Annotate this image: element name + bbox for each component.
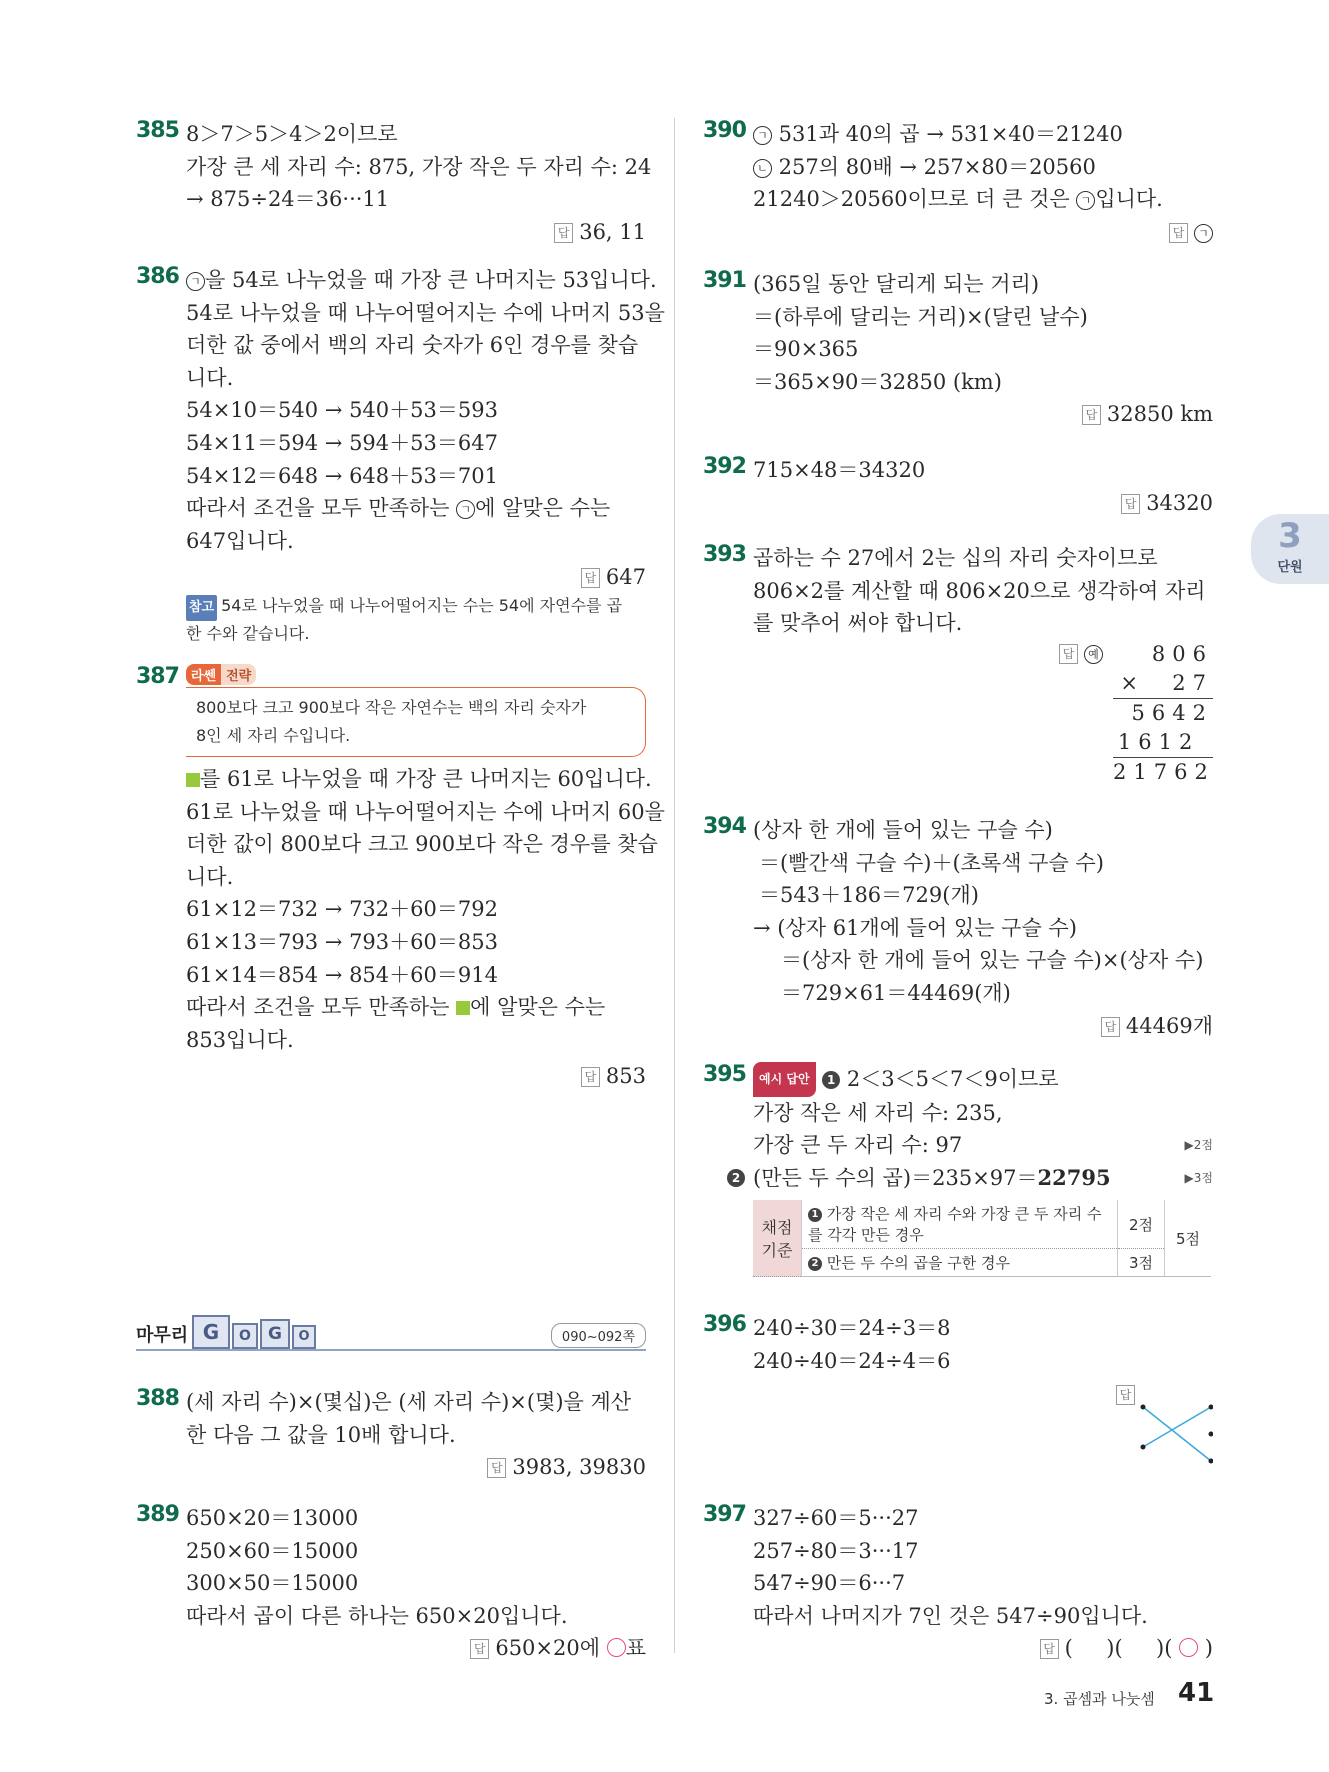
solution-line: 따라서 나머지가 7인 것은 547÷90입니다. (753, 1603, 1148, 1628)
problem-392 (703, 454, 1213, 519)
circled-giyeok-icon: ㄱ (753, 126, 772, 145)
solution-line: ＝90×365 (753, 337, 859, 362)
circled-giyeok-icon: ㄱ (456, 500, 475, 519)
solution-line: ＝729×61＝44469(개) (781, 980, 1011, 1005)
problem-386 (136, 264, 665, 647)
solution-line: 54×10＝540 → 540＋53＝593 (186, 398, 498, 423)
answer-icon: 답 (470, 1639, 489, 1659)
answer (703, 640, 1213, 790)
gogo-logo: G O G O (192, 1315, 316, 1349)
section-rule (136, 1349, 646, 1351)
problem-391 (703, 268, 1213, 430)
solution-line: ＝(하루에 달리는 거리)×(달린 날수) (753, 304, 1088, 329)
circled-giyeok-icon: ㄱ (1194, 224, 1213, 243)
solution-line: 54로 나누었을 때 나누어떨어지는 수에 나머지 53을 (186, 300, 665, 325)
solution-line: 가장 큰 세 자리 수: 875, 가장 작은 두 자리 수: 24 (186, 154, 652, 179)
grading-criteria-table (753, 1200, 1211, 1277)
solution-line: 를 맞추어 써야 합니다. (753, 611, 963, 636)
solution-line: 647입니다. (186, 528, 294, 553)
solution-line: 300×50＝15000 (186, 1571, 359, 1596)
problem-393 (703, 542, 1213, 790)
problem-number: 393 (703, 542, 746, 567)
answer-icon: 답 (581, 568, 600, 588)
problem-number: 388 (136, 1386, 179, 1411)
solution-line: ＝365×90＝32850 (km) (753, 369, 1002, 394)
solution-line: 가장 작은 세 자리 수: 235, (753, 1100, 1003, 1125)
page-number: 41 (1178, 1678, 1215, 1708)
note-badge: 참고 (186, 595, 217, 621)
problem-number: 390 (703, 118, 746, 143)
chapter-number: 3 (1278, 516, 1302, 556)
answer-icon: 답 (1082, 405, 1101, 425)
long-multiplication (1113, 640, 1213, 787)
answer: 답 3983, 39830 (136, 1451, 646, 1483)
answer: 답 ( )( )( ) (703, 1632, 1213, 1664)
reference-note: 참고 54로 나누었을 때 나누어떨어지는 수는 54에 자연수를 곱 한 수와 같습니다. (186, 596, 623, 644)
mult-row: 21762 (1113, 759, 1215, 784)
strategy-box: 800보다 크고 900보다 작은 자연수는 백의 자리 숫자가 8인 세 자리 수입니다. (186, 687, 646, 757)
answer-icon: 답 (487, 1458, 506, 1478)
step-1-icon: 1 (822, 1071, 840, 1089)
solution-line: (상자 한 개에 들어 있는 구슬 수) (753, 818, 1053, 842)
solution-line: 61×13＝793 → 793＋60＝853 (186, 929, 498, 954)
solution-line: 61로 나누었을 때 나누어떨어지는 수에 나머지 60을 (186, 799, 665, 824)
answer-icon: 답 (1169, 223, 1188, 243)
answer: 답 44469개 (703, 1010, 1213, 1042)
problem-390 (703, 118, 1213, 248)
criteria-points: 2점 (1118, 1200, 1165, 1249)
solution-line: 650×20＝13000 (186, 1506, 359, 1530)
criteria-total: 5점 (1165, 1200, 1212, 1277)
criteria-points: 3점 (1118, 1249, 1165, 1277)
answer-icon: 답 (1116, 1385, 1135, 1405)
green-square-icon (186, 773, 200, 787)
solution-line: 따라서 곱이 다른 하나는 650×20입니다. (186, 1603, 568, 1628)
problem-number: 395 (703, 1062, 746, 1087)
circle-mark-icon (1179, 1638, 1198, 1657)
problem-number: 386 (136, 264, 179, 289)
solution-line: ㄴ 257의 80배 → 257×80＝20560 (753, 151, 1213, 184)
answer-icon: 답 (1059, 644, 1078, 664)
solution-line: 54×11＝594 → 594＋53＝647 (186, 430, 498, 455)
chapter-tab-label: 단원 (1277, 560, 1303, 575)
strategy-badge: 라쎈 전략 (186, 664, 646, 685)
solution-line: 257÷80＝3···17 (753, 1538, 919, 1563)
problem-number: 392 (703, 454, 746, 479)
solution-line: 61×14＝854 → 854＋60＝914 (186, 962, 498, 987)
solution-line: 61×12＝732 → 732＋60＝792 (186, 897, 498, 922)
circled-giyeok-icon: ㄱ (1076, 191, 1095, 210)
solution-line: 2 (만든 두 수의 곱)＝235×97＝22795 ▶3점 (753, 1162, 1213, 1195)
solution-line: 곱하는 수 27에서 2는 십의 자리 숫자이므로 (753, 546, 1158, 570)
criteria-header: 채점 기준 (753, 1200, 802, 1277)
step-2-icon: 2 (808, 1257, 822, 1271)
solution-line: 54×12＝648 → 648＋53＝701 (186, 463, 498, 488)
circle-mark-icon (607, 1638, 626, 1657)
problem-number: 387 (136, 664, 179, 689)
page-range-badge: 090~092쪽 (551, 1323, 646, 1348)
solution-line: 240÷30＝24÷3＝8 (753, 1316, 951, 1340)
solution-line: → (상자 61개에 들어 있는 구슬 수) (753, 915, 1077, 940)
answer-icon: 답 (581, 1067, 600, 1087)
green-square-icon (456, 1001, 470, 1015)
solution-line: 547÷90＝6···7 (753, 1571, 906, 1596)
solution-line: ＝(상자 한 개에 들어 있는 구슬 수)×(상자 수) (781, 948, 1204, 973)
solution-line: 따라서 조건을 모두 만족하는 ㄱ 에 알맞은 수는 (186, 496, 611, 521)
answer: 답 650×20에 표 (136, 1632, 646, 1664)
solution-line: 806×2를 계산할 때 806×20으로 생각하여 자리 (753, 578, 1206, 603)
problem-number: 389 (136, 1502, 179, 1527)
solution-line: 더한 값 중에서 백의 자리 숫자가 6인 경우를 찾습 (186, 333, 639, 358)
answer-icon: 답 (554, 223, 573, 243)
solution-line: 8＞7＞5＞4＞2이므로 (186, 122, 398, 146)
answer-icon: 답 (1040, 1639, 1059, 1659)
example-circle-icon: 예 (1084, 645, 1103, 664)
criteria-text: 1 가장 작은 세 자리 수와 가장 큰 두 자리 수를 각각 만든 경우 (802, 1200, 1118, 1249)
problem-397 (703, 1502, 1213, 1664)
solution-line: ＝543＋186＝729(개) (759, 883, 979, 908)
answer: 답 36, 11 (136, 216, 646, 248)
criteria-text: 2 만든 두 수의 곱을 구한 경우 (802, 1249, 1118, 1277)
mult-row: × 27 (1113, 669, 1213, 699)
step-1-icon: 1 (808, 1208, 822, 1222)
example-answer-badge: 예시 답안 (753, 1062, 816, 1097)
problem-number: 397 (703, 1502, 746, 1527)
problem-number: 391 (703, 268, 746, 293)
solution-line: 가장 큰 두 자리 수: 97 ▶2점 (753, 1129, 1213, 1162)
solution-line: 327÷60＝5···27 (753, 1506, 919, 1530)
section-label: 마무리 (136, 1325, 189, 1346)
answer: 답 32850 km (703, 398, 1213, 430)
solution-line: (365일 동안 달리게 되는 거리) (753, 272, 1040, 296)
step-2-icon: 2 (727, 1169, 745, 1187)
solution-line: 한 다음 그 값을 10배 합니다. (186, 1422, 456, 1447)
section-header-gogo (136, 1311, 646, 1351)
matching-lines-diagram (1133, 1399, 1213, 1465)
answer: 답 34320 (703, 487, 1213, 519)
answer-icon: 답 (1101, 1017, 1120, 1037)
solution-line: 240÷40＝24÷4＝6 (753, 1348, 951, 1373)
solution-line: (세 자리 수)×(몇십)은 (세 자리 수)×(몇)을 계산 (186, 1390, 632, 1414)
solution-line: ㄱ 531과 40의 곱 → 531×40＝21240 (753, 118, 1213, 151)
answer: 답 853 (136, 1060, 646, 1092)
chapter-side-tab (1251, 514, 1329, 584)
answer: 답 647 (136, 561, 646, 593)
column-divider (674, 118, 675, 1653)
mult-row: 5642 (1131, 700, 1213, 725)
solution-line: 853입니다. (186, 1027, 294, 1052)
solution-line: 니다. (186, 365, 234, 390)
circled-giyeok-icon: ㄱ (186, 272, 205, 291)
answer (703, 216, 1213, 248)
problem-number: 385 (136, 118, 179, 143)
answer (703, 1377, 1213, 1467)
solution-line: 715×48＝34320 (753, 458, 926, 482)
problem-number: 394 (703, 814, 746, 839)
solution-line: 예시 답안 1 2＜3＜5＜7＜9이므로 (753, 1062, 1213, 1097)
footer-chapter-title: 3. 곱셈과 나눗셈 (1044, 1690, 1155, 1708)
solution-line: 250×60＝15000 (186, 1538, 359, 1563)
solution-line: 따라서 조건을 모두 만족하는 에 알맞은 수는 (186, 995, 606, 1020)
problem-388 (136, 1386, 646, 1483)
mult-row: 1612 (1113, 728, 1213, 758)
problem-389 (136, 1502, 646, 1664)
score-label: ▶3점 (1184, 1170, 1213, 1185)
solution-line: ㄱ 을 54로 나누었을 때 가장 큰 나머지는 53입니다. (186, 264, 646, 297)
problem-387 (136, 664, 665, 1092)
problem-394 (703, 814, 1213, 1042)
problem-395 (703, 1062, 1213, 1277)
score-label: ▶2점 (1184, 1138, 1213, 1153)
solution-line: ＝(빨간색 구슬 수)＋(초록색 구슬 수) (759, 850, 1104, 875)
solution-line: 21240＞20560이므로 더 큰 것은 ㄱ 입니다. (753, 187, 1163, 212)
circled-nieun-icon: ㄴ (753, 159, 772, 178)
solution-line: 더한 값이 800보다 크고 900보다 작은 경우를 찾습 (186, 832, 658, 857)
mult-row: 806 (1151, 641, 1213, 666)
solution-line: → 875÷24＝36···11 (186, 187, 390, 212)
problem-396 (703, 1312, 1213, 1467)
solution-line: 니다. (186, 864, 234, 889)
answer-icon: 답 (1121, 494, 1140, 514)
problem-385 (136, 118, 652, 248)
solution-line: 를 61로 나누었을 때 가장 큰 나머지는 60입니다. (186, 763, 646, 796)
problem-number: 396 (703, 1312, 746, 1337)
